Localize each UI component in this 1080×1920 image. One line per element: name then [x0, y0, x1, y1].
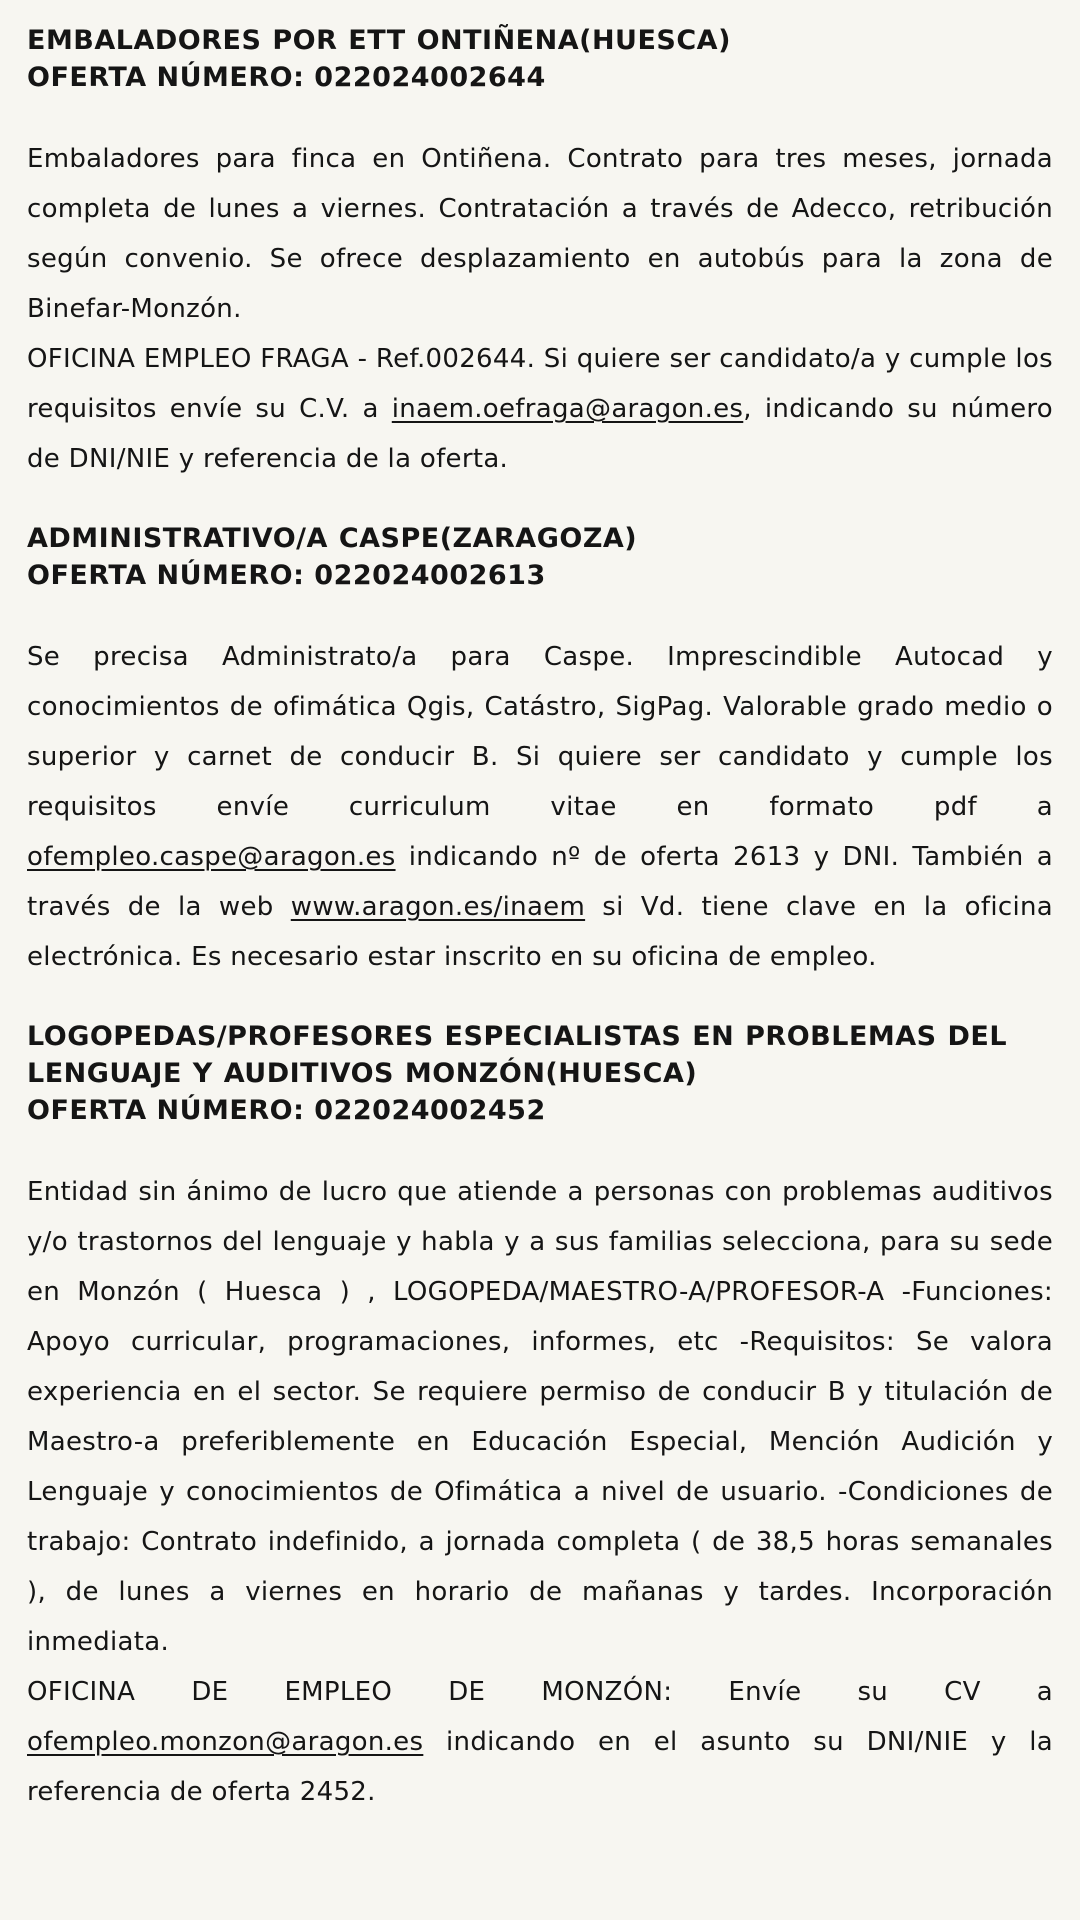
offer-number: OFERTA NÚMERO: 022024002613	[27, 560, 546, 591]
offer-number: OFERTA NÚMERO: 022024002644	[27, 62, 546, 93]
offer-title: LOGOPEDAS/PROFESORES ESPECIALISTAS EN PROBLEMAS DEL LENGUAJE Y AUDITIVOS MONZÓN(HUESCA)	[27, 1021, 1008, 1089]
email-link-fraga[interactable]: inaem.oefraga@aragon.es	[391, 394, 744, 424]
offer-logopedas	[27, 1018, 1053, 1817]
contact-text: OFICINA DE EMPLEO DE MONZÓN: Envíe su CV a	[27, 1677, 1053, 1707]
description-text: si Vd. tiene clave en la oficina electrónica. Es necesario estar inscrito en su oficina de empleo.	[27, 892, 1053, 972]
offer-contact-paragraph	[27, 334, 1053, 484]
offer-paragraph: Entidad sin ánimo de lucro que atiende a personas con problemas auditivos y/o trastornos del lenguaje y habla y a sus familias selecciona, para su sede en Monzón ( Huesca ) , LOGOPEDA/MAESTRO-A/PROFESOR-A -Funciones: Apoyo curricular, programaciones, informes, etc -Requisitos: Se valora experiencia en el sector. Se requiere permiso de conducir B y titulación de Maestro-a preferiblemente en Educación Especial, Mención Audición y Lenguaje y conocimientos de Ofimática a nivel de usuario. -Condiciones de trabajo: Contrato indefinido, a jornada completa ( de 38,5 horas semanales ), de lunes a viernes en horario de mañanas y tardes. Incorporación inmediata.	[27, 1177, 1053, 1657]
job-offers-page	[27, 22, 1053, 1817]
email-link-caspe[interactable]: ofempleo.caspe@aragon.es	[27, 842, 396, 872]
offer-description	[27, 134, 1053, 484]
offer-contact-paragraph	[27, 1667, 1053, 1817]
offer-title: ADMINISTRATIVO/A CASPE(ZARAGOZA)	[27, 523, 638, 554]
contact-text: OFICINA EMPLEO FRAGA - Ref.002644. Si quiere ser candidato/a y cumple los requisitos envíe su C.V. a	[27, 344, 1053, 424]
offer-paragraph	[27, 632, 1053, 982]
offer-description	[27, 1167, 1053, 1817]
contact-text: , indicando su número de DNI/NIE y referencia de la oferta.	[27, 394, 1053, 474]
offer-administrativo	[27, 520, 1053, 982]
offer-paragraph: Embaladores para finca en Ontiñena. Contrato para tres meses, jornada completa de lunes a viernes. Contratación a través de Adecco, retribución según convenio. Se ofrece desplazamiento en autobús para la zona de Binefar-Monzón.	[27, 144, 1053, 324]
offer-number: OFERTA NÚMERO: 022024002452	[27, 1095, 546, 1126]
web-link-inaem[interactable]: www.aragon.es/inaem	[290, 892, 586, 922]
offer-description	[27, 632, 1053, 982]
contact-text: indicando en el asunto su DNI/NIE y la referencia de oferta 2452.	[27, 1727, 1053, 1807]
description-text: indicando nº de oferta 2613 y DNI. También a través de la web	[27, 842, 1053, 922]
offer-embaladores	[27, 22, 1053, 484]
description-text: Se precisa Administrato/a para Caspe. Imprescindible Autocad y conocimientos de ofimática Qgis, Catástro, SigPag. Valorable grado medio o superior y carnet de conducir B. Si quiere ser candidato y cumple los requisitos envíe curriculum vitae en formato pdf a	[27, 642, 1053, 822]
email-link-monzon[interactable]: ofempleo.monzon@aragon.es	[27, 1727, 424, 1757]
offer-title: EMBALADORES POR ETT ONTIÑENA(HUESCA)	[27, 25, 731, 56]
